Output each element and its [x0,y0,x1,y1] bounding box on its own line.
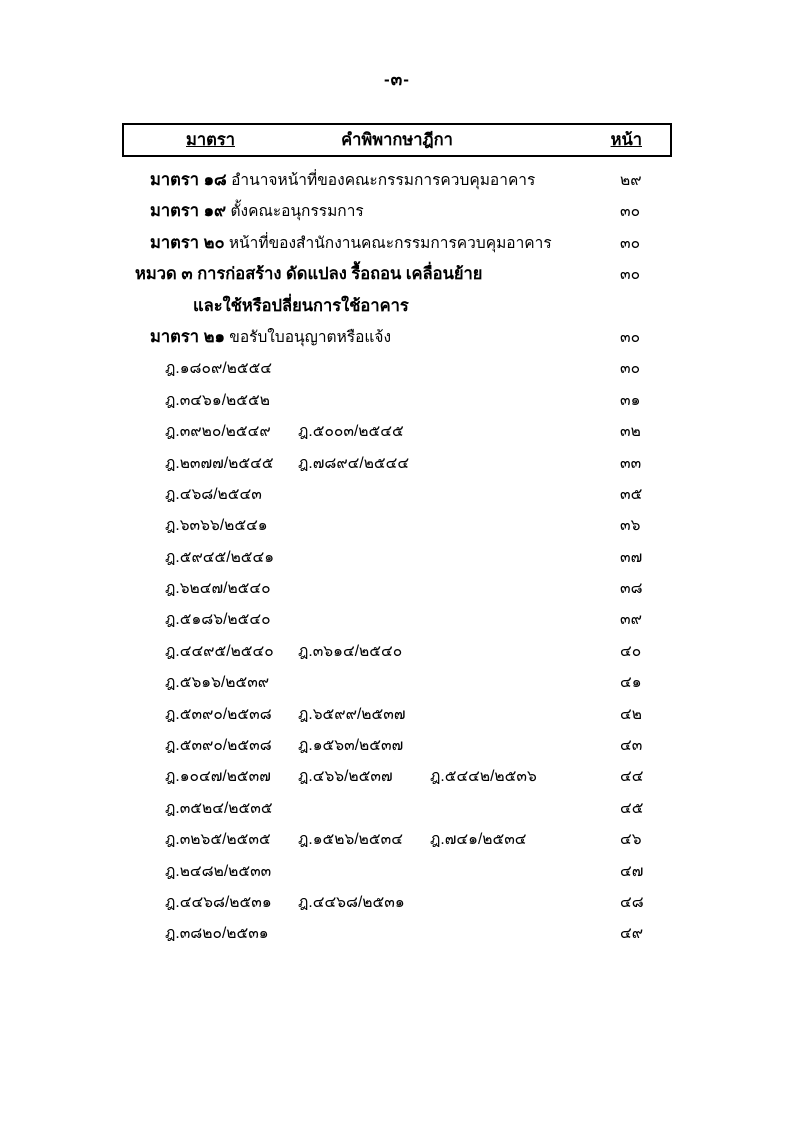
case-row [123,667,683,698]
page-number: ๓๗ [620,548,643,566]
page-number: ๔๒ [620,705,642,723]
page-number: ๔๗ [620,862,644,880]
case-row [123,636,683,667]
case-number: ฎ.๑๐๔๗/๒๕๓๗ [165,768,271,786]
row-text: ขอรับใบอนุญาตหรือแจ้ง [224,328,392,346]
header-col-section: มาตรา [186,131,235,149]
case-number: ฎ.๗๔๑/๒๕๓๔ [430,831,527,849]
page-number: ๔๑ [620,674,642,692]
case-number: ฎ.๔๔๙๕/๒๕๔๐ [165,642,274,660]
row-text: อำนาจหน้าที่ของคณะกรรมการควบคุมอาคาร [226,172,536,189]
page-number: ๔๘ [620,894,644,911]
row-label: มาตรา ๑๘ [150,171,227,189]
case-number: ฎ.๔๔๖๘/๒๕๓๑ [165,894,272,911]
toc-rows [123,165,683,950]
page-number: ๓๐ [620,360,641,378]
toc-row [123,228,683,259]
page-number: ๒๙ [620,172,642,189]
case-number: ฎ.๓๙๒๐/๒๕๔๙ [165,423,271,441]
row-text: การก่อสร้าง ดัดแปลง รื้อถอน เคลื่อนย้าย [192,265,483,284]
case-row [123,479,683,510]
case-number: ฎ.๓๕๒๔/๒๕๓๕ [165,799,273,817]
toc-row [123,259,683,322]
case-number: ฎ.๕๐๐๓/๒๕๔๕ [298,423,404,441]
page-number: ๓๐ [620,234,641,252]
case-row [123,793,683,824]
case-number: ฎ.๗๘๙๔/๒๕๔๔ [298,454,410,472]
row-label: มาตรา ๑๙ [150,202,227,221]
case-number: ฎ.๕๙๔๕/๒๕๔๑ [165,548,275,566]
case-row [123,510,683,541]
case-row [123,856,683,887]
case-number: ฎ.๕๖๑๖/๒๕๓๙ [165,674,270,692]
page-number: ๓๑ [620,391,641,409]
page-number: ๓๐ [620,328,641,346]
case-number: ฎ.๓๖๑๔/๒๕๔๐ [298,642,403,660]
row-text: หน้าที่ของสำนักงานคณะกรรมการควบคุมอาคาร [224,234,552,252]
case-number: ฎ.๔๖๖/๒๕๓๗ [298,768,393,786]
row-label: มาตรา ๒๐ [150,233,225,252]
case-row [123,824,683,855]
case-row [123,699,683,730]
case-row [123,416,683,447]
page-number: ๓๐ [620,266,641,284]
page-number: ๓๘ [620,580,643,598]
case-number: ฎ.๑๕๒๖/๒๕๓๔ [298,831,403,849]
case-number: ฎ.๔๔๖๘/๒๕๓๑ [298,894,405,911]
case-number: ฎ.๑๘๐๙/๒๕๕๔ [165,360,273,378]
row-text: ตั้งคณะอนุกรรมการ [226,203,364,221]
case-number: ฎ.๒๓๗๗/๒๕๔๕ [165,454,274,472]
header-col-judgment: คำพิพากษาฎีกา [341,131,453,149]
page-number: ๔๔ [620,768,644,786]
case-number: ฎ.๖๒๔๗/๒๕๔๐ [165,580,271,598]
page-number: ๓๙ [620,611,642,629]
row-label: มาตรา ๒๑ [150,327,225,346]
case-number: ฎ.๒๔๘๒/๒๕๓๓ [165,862,272,880]
toc-row [123,322,683,353]
toc-row [123,196,683,227]
toc-row [123,165,683,196]
page-number: ๓๖ [620,517,641,535]
case-row [123,542,683,573]
case-number: ฎ.๕๓๙๐/๒๕๓๘ [165,705,272,723]
page-number: ๓๕ [620,485,643,503]
page-number: ๔๕ [620,799,644,817]
case-row [123,573,683,604]
row-text-line2: และใช้หรือปลี่ยนการใช้อาคาร [193,296,409,315]
case-row [123,887,683,918]
case-number: ฎ.๕๑๘๖/๒๕๔๐ [165,611,271,629]
case-row [123,448,683,479]
case-number: ฎ.๓๔๖๑/๒๕๕๒ [165,391,270,409]
case-row [123,604,683,635]
page-number-top: -๓- [384,70,410,89]
case-row [123,385,683,416]
page-number: ๔๖ [620,831,642,849]
case-number: ฎ.๕๓๙๐/๒๕๓๘ [165,737,272,755]
page-number: ๔๐ [620,642,642,660]
case-number: ฎ.๓๘๒๐/๒๕๓๑ [165,925,269,943]
case-number: ฎ.๓๒๖๕/๒๕๓๕ [165,831,271,849]
case-row [123,730,683,761]
toc-header [122,123,672,157]
case-number: ฎ.๖๓๖๖/๒๕๔๑ [165,517,268,535]
row-label: หมวด ๓ [135,265,193,284]
page-number: ๓๐ [620,203,641,221]
case-row [123,761,683,792]
page-number: ๓๒ [620,423,641,441]
page-number: ๔๓ [620,737,643,755]
case-number: ฎ.๑๕๖๓/๒๕๓๗ [298,737,404,755]
page-number: ๓๓ [620,454,642,472]
case-row [123,918,683,949]
case-number: ฎ.๕๔๔๒/๒๕๓๖ [430,768,537,786]
case-number: ฎ.๔๖๘/๒๕๔๓ [165,485,262,503]
case-number: ฎ.๖๕๙๙/๒๕๓๗ [298,705,406,723]
header-col-page: หน้า [610,131,642,149]
case-row [123,353,683,384]
page-number: ๔๙ [620,925,644,943]
